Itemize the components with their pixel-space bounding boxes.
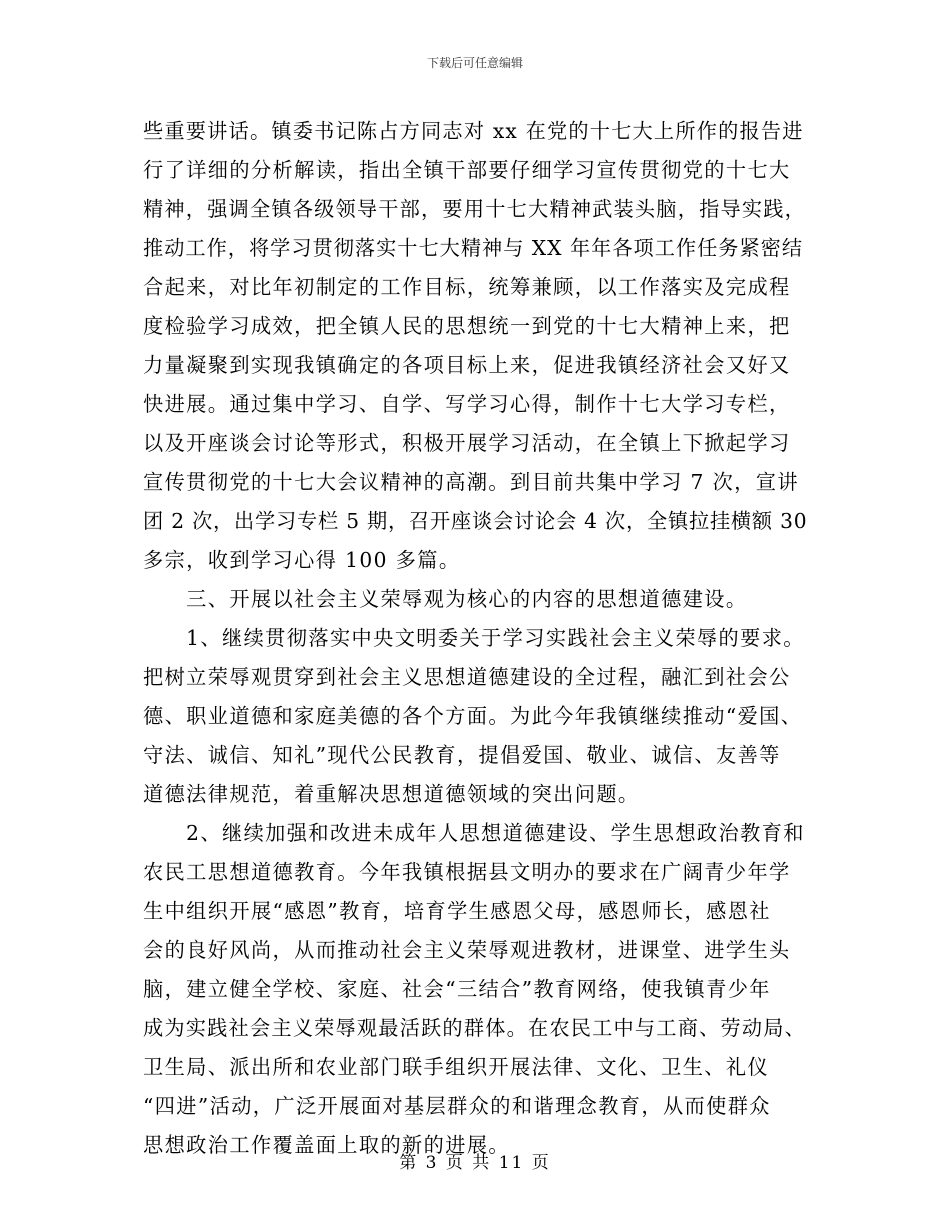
text-line: 快进展。通过集中学习、自学、写学习心得，制作十七大学习专栏，: [143, 392, 791, 416]
text-line: 1、继续贯彻落实中央文明委关于学习实践社会主义荣辱的要求。: [143, 626, 805, 650]
text-line: 力量凝聚到实现我镇确定的各项目标上来，促进我镇经济社会又好又: [143, 353, 791, 377]
document-body: [143, 112, 807, 1165]
text-line: 思想政治工作覆盖面上取的新的进展。: [143, 1133, 510, 1157]
text-line: 宣传贯彻党的十七大会议精神的高潮。到目前共集中学习 7 次，宣讲: [143, 470, 799, 494]
page-header: 下载后可任意编辑: [426, 56, 523, 70]
text-line: 推动工作，将学习贯彻落实十七大精神与 XX 年年各项工作任务紧密结: [143, 236, 804, 260]
text-line: 精神，强调全镇各级领导干部，要用十七大精神武装头脑，指导实践，: [143, 197, 807, 221]
text-line: 脑，建立健全学校、家庭、社会“三结合”教育网络，使我镇青少年: [143, 977, 771, 1001]
page-number: 第 3 页 共 11 页: [399, 1153, 551, 1173]
text-line: 守法、诚信、知礼”现代公民教育，提倡爱国、敬业、诚信、友善等: [143, 743, 781, 767]
text-line: 2、继续加强和改进未成年人思想道德建设、学生思想政治教育和: [143, 821, 805, 845]
section-heading: 三、开展以社会主义荣辱观为核心的内容的思想道德建设。: [143, 587, 748, 611]
text-line: 团 2 次，出学习专栏 5 期，召开座谈会讨论会 4 次，全镇拉挂横额 30: [143, 509, 808, 533]
text-line: 生中组织开展“感恩”教育，培育学生感恩父母，感恩师长，感恩社: [143, 899, 771, 923]
text-line: 道德法律规范，着重解决思想道德领域的突出问题。: [143, 782, 640, 806]
text-line: 以及开座谈会讨论等形式，积极开展学习活动，在全镇上下掀起学习: [143, 431, 791, 455]
text-line: 合起来，对比年初制定的工作目标，统筹兼顾，以工作落实及完成程: [143, 275, 791, 299]
text-line: 把树立荣辱观贯穿到社会主义思想道德建设的全过程，融汇到社会公: [143, 665, 791, 689]
text-line: 卫生局、派出所和农业部门联手组织开展法律、文化、卫生、礼仪: [143, 1055, 770, 1079]
text-line: “四进”活动，广泛开展面对基层群众的和谐理念教育，从而使群众: [143, 1094, 771, 1118]
text-line: 农民工思想道德教育。今年我镇根据县文明办的要求在广阔青少年学: [143, 860, 791, 884]
text-line: 行了详细的分析解读，指出全镇干部要仔细学习宣传贯彻党的十七大: [143, 158, 791, 182]
text-line: 成为实践社会主义荣辱观最活跃的群体。在农民工中与工商、劳动局、: [143, 1016, 807, 1040]
text-line: 度检验学习成效，把全镇人民的思想统一到党的十七大精神上来，把: [143, 314, 791, 338]
text-line: 些重要讲话。镇委书记陈占方同志对 xx 在党的十七大上所作的报告进: [143, 119, 804, 143]
text-line: 会的良好风尚，从而推动社会主义荣辱观进教材，进课堂、进学生头: [143, 938, 791, 962]
text-line: 多宗，收到学习心得 100 多篇。: [143, 548, 461, 572]
text-line: 德、职业道德和家庭美德的各个方面。为此今年我镇继续推动“爱国、: [143, 704, 803, 728]
